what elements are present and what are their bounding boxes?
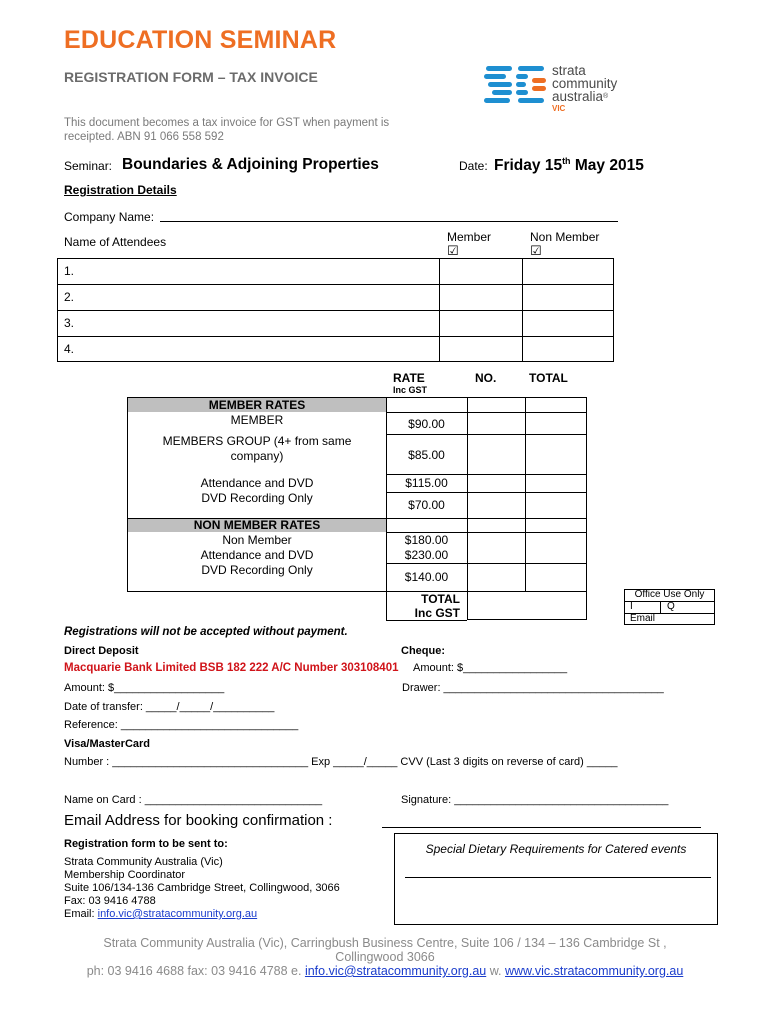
nonmember-checkbox-icon[interactable]: ☑ (530, 243, 542, 258)
card-heading: Visa/MasterCard (64, 738, 151, 750)
rate-sub-header: Inc GST (393, 385, 428, 395)
date-day: Friday 15 (494, 157, 563, 175)
member-checkbox-icon[interactable]: ☑ (447, 243, 459, 258)
address-line-3: Suite 106/134-136 Cambridge Street, Collingwood, 3066 (64, 882, 340, 894)
nonmember-rate-label: Non Member (222, 533, 292, 547)
logo-line-2: community (552, 76, 618, 91)
direct-deposit-heading: Direct Deposit (64, 645, 139, 657)
reference-field[interactable]: Reference: _____________________________ (64, 719, 299, 731)
address-line-4: Fax: 03 9416 4788 (64, 895, 156, 907)
footer-web-link[interactable]: www.vic.stratacommunity.org.au (505, 964, 684, 978)
tax-invoice-note: This document becomes a tax invoice for GST when payment is receipted. ABN 91 066 558 592 (64, 117, 390, 143)
attendees-label: Name of Attendees (64, 235, 167, 249)
rate-header: RATE (393, 371, 425, 385)
email-confirmation-label: Email Address for booking confirmation : (64, 812, 333, 829)
attendee-row-2[interactable]: 2. (64, 290, 75, 304)
attendee-row-3[interactable]: 3. (64, 316, 75, 330)
footer-address-2: Collingwood 3066 (335, 950, 435, 964)
nonmember-rate-price: $180.00 (404, 533, 449, 547)
nonmember-dvd-attendance-price: $230.00 (404, 548, 449, 562)
nonmember-dvd-only-price: $140.00 (404, 570, 449, 584)
address-line-1: Strata Community Australia (Vic) (64, 856, 223, 868)
card-number-field[interactable]: Number : ________________________________ Exp _____/_____ CVV (Last 3 digits on reverse of card) _____ (64, 756, 618, 768)
drawer-field[interactable]: Drawer: ____________________________________ (402, 682, 664, 694)
address-line-2: Membership Coordinator (64, 869, 186, 881)
member-dvd-attendance-price: $115.00 (405, 476, 448, 490)
seminar-title: Boundaries & Adjoining Properties (122, 156, 379, 173)
send-to-address (64, 856, 340, 921)
date-label: Date: (459, 159, 488, 173)
logo-line-3-text: australia (552, 89, 604, 104)
total-sub-label: Inc GST (414, 606, 460, 620)
footer-phone: ph: 03 9416 4688 fax: 03 9416 4788 e. (86, 964, 305, 978)
page-title: EDUCATION SEMINAR (64, 26, 337, 54)
office-col-q: Q (667, 601, 675, 612)
seminar-date (494, 156, 644, 175)
member-rates-title: MEMBER RATES (208, 398, 306, 412)
dietary-title: Special Dietary Requirements for Catered events (425, 842, 687, 856)
nonmember-dvd-attendance-label: Attendance and DVD (200, 548, 314, 562)
company-name-label: Company Name: (64, 210, 155, 224)
transfer-date-field[interactable]: Date of transfer: _____/_____/__________ (64, 701, 275, 713)
office-email: Email (630, 613, 656, 624)
nonmember-rates-title: NON MEMBER RATES (193, 518, 321, 532)
logo-vic: VIC (552, 104, 566, 113)
logo-reg-mark: ® (603, 93, 609, 100)
address-email-label: Email: (64, 908, 98, 920)
office-use-title: Office Use Only (634, 589, 705, 600)
total-label: TOTAL (421, 592, 460, 606)
office-col-i: I (630, 601, 633, 612)
footer-email-link[interactable]: info.vic@stratacommunity.org.au (304, 964, 487, 978)
send-to-heading: Registration form to be sent to: (64, 838, 228, 850)
total-field[interactable] (467, 592, 587, 620)
total-inc-gst-label (386, 592, 460, 620)
footer-web-label: w. (486, 964, 505, 978)
address-email-link[interactable]: info.vic@stratacommunity.org.au (97, 908, 258, 920)
bank-details: Macquarie Bank Limited BSB 182 222 A/C Number 303108401 (64, 662, 399, 674)
group-rate-price: $85.00 (408, 448, 445, 462)
attendee-row-4[interactable]: 4. (64, 342, 75, 356)
signature-field[interactable]: Signature: ___________________________________ (401, 794, 669, 806)
logo-wordmark (552, 64, 617, 103)
date-suffix: th (562, 156, 571, 166)
date-month-year: May 2015 (570, 157, 644, 175)
payment-warning: Registrations will not be accepted without payment. (64, 626, 348, 638)
member-column-header: Member (447, 230, 492, 244)
address-email-row (64, 908, 340, 921)
company-name-field[interactable] (160, 208, 618, 222)
seminar-label: Seminar: (64, 159, 113, 173)
logo-line-1: strata (552, 63, 586, 78)
member-dvd-only-price: $70.00 (408, 498, 445, 512)
form-subtitle: REGISTRATION FORM – TAX INVOICE (64, 69, 318, 85)
name-on-card-field[interactable]: Name on Card : _____________________________ (64, 794, 323, 806)
registration-details-heading: Registration Details (64, 183, 177, 197)
member-dvd-attendance-label: Attendance and DVD (200, 476, 314, 490)
cheque-amount-field[interactable]: Amount: $_________________ (413, 662, 568, 674)
sca-logo (484, 60, 644, 116)
total-header: TOTAL (529, 371, 568, 385)
cheque-heading: Cheque: (401, 645, 445, 657)
logo-line-3 (552, 90, 617, 103)
footer-contact (0, 964, 770, 978)
member-rate-label: MEMBER (230, 413, 284, 427)
attendee-row-1[interactable]: 1. (64, 264, 75, 278)
nonmember-column-header: Non Member (530, 230, 600, 244)
member-dvd-only-label: DVD Recording Only (201, 491, 313, 505)
sca-logo-icon (484, 64, 548, 108)
email-confirmation-field[interactable] (382, 816, 701, 828)
number-header: NO. (475, 371, 497, 385)
footer-address-1: Strata Community Australia (Vic), Carringbush Business Centre, Suite 106 / 134 – 136 Cambridge St , (103, 936, 667, 950)
group-rate-label: MEMBERS GROUP (4+ from same company) (162, 434, 352, 463)
dietary-field[interactable] (405, 866, 711, 878)
deposit-amount-field[interactable]: Amount: $__________________ (64, 682, 225, 694)
nonmember-dvd-only-label: DVD Recording Only (201, 563, 313, 577)
member-rate-price: $90.00 (408, 417, 445, 431)
